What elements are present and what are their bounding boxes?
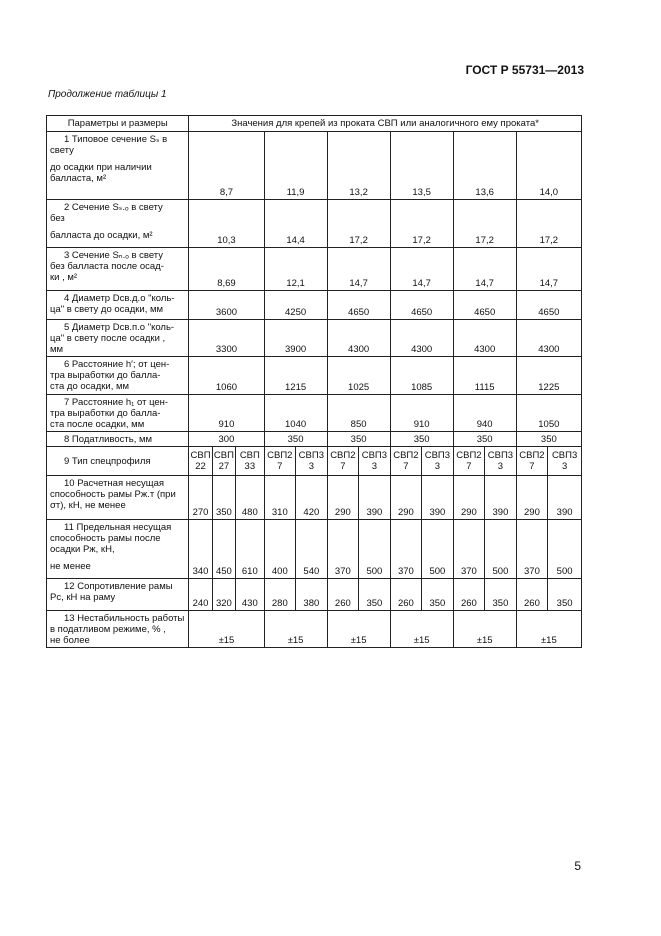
parameter-label [47, 357, 189, 395]
value-cell: 340 [189, 520, 212, 579]
value-cell: 350 [390, 432, 453, 447]
table-row [47, 132, 582, 200]
value-cell: 500 [485, 520, 517, 579]
parameter-line: 2 Сечение Sₛ.ₒ в свету [64, 202, 163, 213]
profile-cell [236, 447, 264, 476]
parameter-line: баллаcта, м² [50, 173, 107, 184]
table-row [47, 432, 582, 447]
parameter-label [47, 320, 189, 357]
parameter-line: 4 Диаметр Dсв.д.о "коль- [64, 293, 175, 304]
parameter-line: 10 Расчетная несущая [64, 478, 165, 489]
value-cell: 1225 [516, 357, 581, 395]
value-cell: 17,2 [327, 200, 390, 248]
parameter-line: 3 Сечение Sₙ.ₒ в свету [64, 250, 163, 261]
value-cell: 260 [327, 579, 359, 611]
value-cell: 4300 [390, 320, 453, 357]
value-cell: 17,2 [453, 200, 516, 248]
value-cell: 1050 [516, 395, 581, 432]
value-cell: 14,7 [327, 248, 390, 291]
parameter-line: 6 Расстояние h′; от цен- [64, 359, 170, 370]
parameter-line: тра выработки до балла- [50, 408, 161, 419]
value-cell: 850 [327, 395, 390, 432]
profile-cell [264, 447, 296, 476]
value-cell: 610 [236, 520, 264, 579]
standard-number: ГОСТ Р 55731—2013 [465, 63, 584, 77]
table-row [47, 248, 582, 291]
value-cell: 280 [264, 579, 296, 611]
parameter-line: ста после осадки, мм [50, 419, 145, 430]
table-header-row [47, 116, 582, 132]
value-cell: 320 [212, 579, 235, 611]
parameter-line: ца" в свету до осадки, мм [50, 304, 164, 315]
value-cell: 290 [327, 476, 359, 520]
profile-text: СВП2 [267, 450, 293, 461]
profile-text: СВП3 [298, 450, 324, 461]
parameter-line: 7 Расстояние h₁ от цен- [64, 397, 169, 408]
table-row [47, 476, 582, 520]
value-cell: 400 [264, 520, 296, 579]
value-cell: 240 [189, 579, 212, 611]
value-cell: 450 [212, 520, 235, 579]
parameter-line: 8 Податливость, мм [64, 434, 153, 445]
parameter-line: 9 Тип спецпрофиля [64, 456, 151, 467]
value-cell: 11,9 [264, 132, 327, 200]
parameters-table [46, 115, 582, 648]
value-cell: 14,7 [390, 248, 453, 291]
profile-text: 7 [403, 461, 409, 472]
parameter-line: 11 Предельная несущая [64, 522, 172, 533]
value-cell: 350 [327, 432, 390, 447]
parameter-line: свету [50, 145, 74, 156]
value-cell: 13,6 [453, 132, 516, 200]
parameter-label [47, 395, 189, 432]
parameter-line: мм [50, 344, 64, 355]
value-cell: 10,3 [189, 200, 264, 248]
value-cell: 350 [548, 579, 582, 611]
table-row [47, 291, 582, 320]
value-cell: 8,69 [189, 248, 264, 291]
table-continuation-caption: Продолжение таблицы 1 [48, 89, 167, 100]
profile-cell [516, 447, 548, 476]
parameter-line: Pс, кН на раму [50, 592, 116, 603]
value-cell: 910 [390, 395, 453, 432]
parameter-line: балласта до осадки, м² [50, 230, 153, 241]
value-cell: ±15 [264, 611, 327, 648]
value-cell: ±15 [390, 611, 453, 648]
value-cell: 14,0 [516, 132, 581, 200]
profile-text: СВП2 [519, 450, 545, 461]
profile-text: 7 [466, 461, 472, 472]
parameter-label [47, 476, 189, 520]
value-cell: 390 [548, 476, 582, 520]
value-cell: 370 [453, 520, 485, 579]
value-cell: 4650 [453, 291, 516, 320]
profile-text: СВП3 [551, 450, 578, 461]
value-cell: 1060 [189, 357, 264, 395]
profile-cell [453, 447, 485, 476]
profile-text: СВП2 [393, 450, 419, 461]
profile-text: 22 [195, 461, 206, 472]
value-cell: 1085 [390, 357, 453, 395]
page-number: 5 [574, 859, 581, 873]
value-cell: 500 [422, 520, 454, 579]
parameter-line: ста до осадки, мм [50, 381, 130, 392]
value-cell: ±15 [453, 611, 516, 648]
value-cell: 350 [212, 476, 235, 520]
profile-text: 7 [277, 461, 283, 472]
parameter-label [47, 291, 189, 320]
profile-cell [212, 447, 235, 476]
parameter-label [47, 447, 189, 476]
value-cell: 1025 [327, 357, 390, 395]
profile-cell [327, 447, 359, 476]
value-cell: 390 [422, 476, 454, 520]
parameter-line: до осадки при наличии [50, 162, 152, 173]
value-cell: 3300 [189, 320, 264, 357]
parameter-line: без [50, 213, 65, 224]
profile-text: 7 [529, 461, 535, 472]
header-values: Значения для крепей из проката СВП или аналогичного ему проката* [189, 116, 582, 132]
value-cell: 350 [359, 579, 391, 611]
profile-cell [390, 447, 422, 476]
value-cell: 390 [485, 476, 517, 520]
profile-text: СВП2 [456, 450, 482, 461]
value-cell: 17,2 [516, 200, 581, 248]
table-row [47, 357, 582, 395]
value-cell: 350 [264, 432, 327, 447]
profile-cell [359, 447, 391, 476]
value-cell: 4650 [516, 291, 581, 320]
value-cell: 1040 [264, 395, 327, 432]
value-cell: 540 [296, 520, 328, 579]
table-row [47, 395, 582, 432]
parameter-line: способность рамы Pж.т (при [50, 489, 176, 500]
parameter-label [47, 200, 189, 248]
value-cell: 270 [189, 476, 212, 520]
profile-text: СВП [239, 450, 260, 461]
profile-text: 3 [497, 461, 504, 472]
value-cell: 3900 [264, 320, 327, 357]
header-parameters: Параметры и размеры [47, 116, 189, 132]
value-cell: 4300 [453, 320, 516, 357]
value-cell: 4650 [327, 291, 390, 320]
value-cell: 4650 [390, 291, 453, 320]
value-cell: 390 [359, 476, 391, 520]
parameter-label [47, 432, 189, 447]
profile-text: СВП2 [330, 450, 356, 461]
value-cell: 4250 [264, 291, 327, 320]
value-cell: 1215 [264, 357, 327, 395]
value-cell: ±15 [189, 611, 264, 648]
profile-text: СВП3 [361, 450, 388, 461]
table-row [47, 200, 582, 248]
value-cell: ±15 [516, 611, 581, 648]
value-cell: 370 [327, 520, 359, 579]
value-cell: 13,5 [390, 132, 453, 200]
value-cell: 4300 [327, 320, 390, 357]
value-cell: 500 [359, 520, 391, 579]
parameter-label [47, 611, 189, 648]
value-cell: 370 [390, 520, 422, 579]
profile-text: 27 [218, 461, 230, 472]
parameter-label [47, 520, 189, 579]
parameter-label [47, 132, 189, 200]
parameter-label [47, 579, 189, 611]
profile-cell [296, 447, 328, 476]
value-cell: 480 [236, 476, 264, 520]
value-cell: 3600 [189, 291, 264, 320]
value-cell: 940 [453, 395, 516, 432]
profile-text: 3 [434, 461, 441, 472]
value-cell: 310 [264, 476, 296, 520]
value-cell: 17,2 [390, 200, 453, 248]
value-cell: 14,4 [264, 200, 327, 248]
table-row [47, 579, 582, 611]
parameter-line: 12 Сопротивление рамы [64, 581, 173, 592]
value-cell: 260 [516, 579, 548, 611]
parameter-line: в податливом режиме, % , [50, 624, 166, 635]
table-row-profile [47, 447, 582, 476]
profile-cell [422, 447, 454, 476]
profile-cell [189, 447, 212, 476]
profile-text: СВП [190, 450, 211, 461]
value-cell: 380 [296, 579, 328, 611]
profile-text: 33 [244, 461, 256, 472]
parameter-line: σт), кН, не менее [50, 500, 126, 511]
parameter-line: ки , м² [50, 272, 78, 283]
profile-cell [485, 447, 517, 476]
table-row [47, 611, 582, 648]
value-cell: 350 [453, 432, 516, 447]
table-row [47, 320, 582, 357]
parameter-line: способность рамы после [50, 533, 161, 544]
profile-text: СВП3 [424, 450, 451, 461]
value-cell: 14,7 [453, 248, 516, 291]
profile-text: СВП [213, 450, 234, 461]
value-cell: 350 [485, 579, 517, 611]
parameter-line: тра выработки до балла- [50, 370, 161, 381]
parameter-line: без балласта после осад- [50, 261, 164, 272]
profile-text: 7 [340, 461, 346, 472]
parameter-line: не более [50, 635, 90, 646]
value-cell: 350 [422, 579, 454, 611]
value-cell: 8,7 [189, 132, 264, 200]
value-cell: 260 [453, 579, 485, 611]
parameter-line: осадки Pж, кН, [50, 544, 115, 555]
profile-text: 3 [561, 461, 568, 472]
value-cell: 290 [390, 476, 422, 520]
value-cell: 430 [236, 579, 264, 611]
value-cell: 290 [516, 476, 548, 520]
value-cell: 290 [453, 476, 485, 520]
value-cell: 500 [548, 520, 582, 579]
value-cell: ±15 [327, 611, 390, 648]
parameter-line: 5 Диаметр Dсв.п.о "коль- [64, 322, 175, 333]
parameter-line: не менее [50, 561, 91, 572]
value-cell: 12,1 [264, 248, 327, 291]
profile-cell [548, 447, 582, 476]
profile-text: СВП3 [487, 450, 514, 461]
parameter-label [47, 248, 189, 291]
parameter-line: 1 Типовое сечение Sₛ в [64, 134, 168, 145]
value-cell: 420 [296, 476, 328, 520]
value-cell: 910 [189, 395, 264, 432]
value-cell: 14,7 [516, 248, 581, 291]
value-cell: 260 [390, 579, 422, 611]
table-row [47, 520, 582, 579]
parameter-line: 13 Нестабильность работы [64, 613, 185, 624]
parameter-line: ца" в свету после осадки , [50, 333, 166, 344]
value-cell: 350 [516, 432, 581, 447]
value-cell: 300 [189, 432, 264, 447]
profile-text: 3 [308, 461, 314, 472]
value-cell: 370 [516, 520, 548, 579]
value-cell: 4300 [516, 320, 581, 357]
value-cell: 13,2 [327, 132, 390, 200]
value-cell: 1115 [453, 357, 516, 395]
profile-text: 3 [371, 461, 378, 472]
